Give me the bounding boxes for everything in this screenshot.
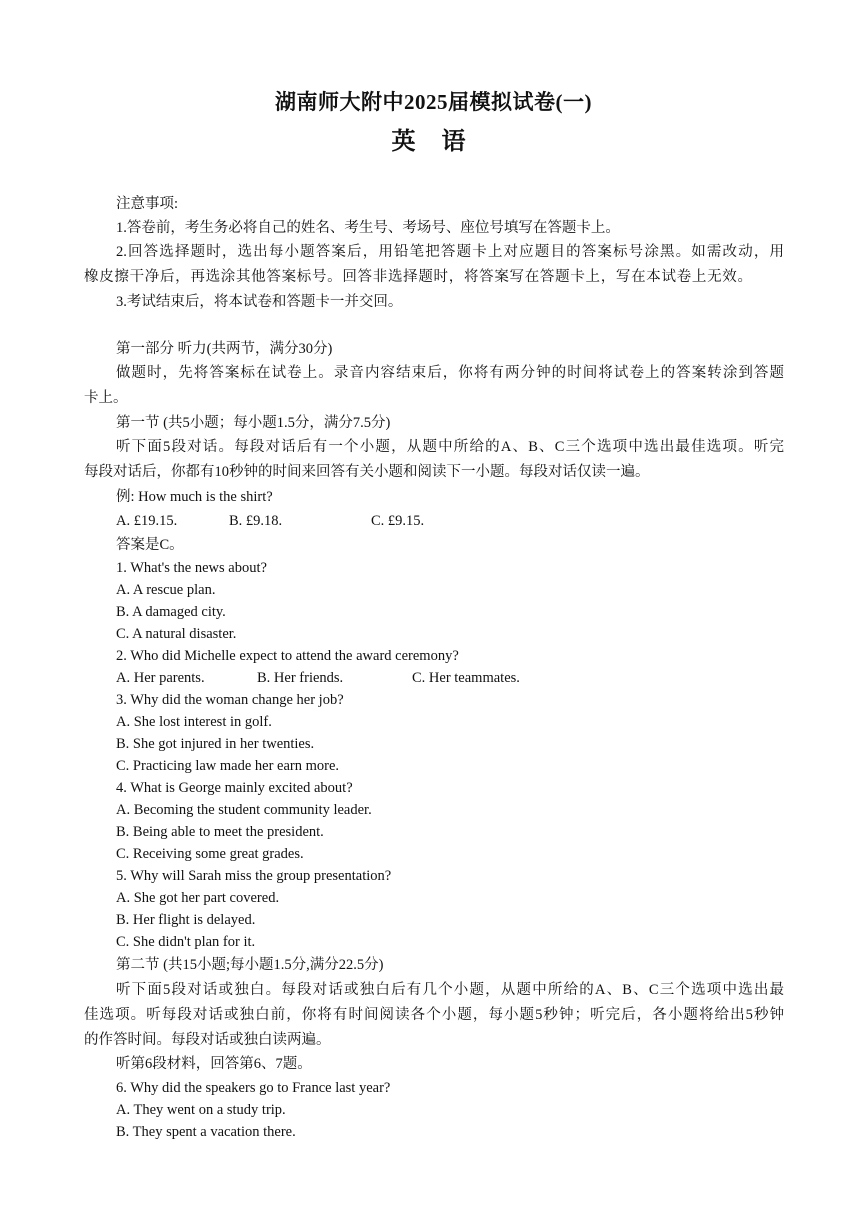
notice-item-1: 1.答卷前，考生务必将自己的姓名、考生号、考场号、座位号填写在答题卡上。 xyxy=(116,220,620,236)
question-5: 5. Why will Sarah miss the group presentation? xyxy=(116,868,392,884)
question-3-option-c: C. Practicing law made her earn more. xyxy=(116,758,340,774)
question-2-option-b: B. Her friends. xyxy=(257,670,344,686)
part1-intro-line-1: 做题时，先将答案标在试卷上。录音内容结束后，你将有两分钟的时间将试卷上的答案转涂到答题 xyxy=(116,365,784,381)
question-4: 4. What is George mainly excited about? xyxy=(116,780,353,796)
example-answer: 答案是C。 xyxy=(116,537,184,553)
section2-heading: 第二节 (共15小题;每小题1.5分,满分22.5分) xyxy=(116,957,384,973)
section2-intro-line-1: 听下面5段对话或独白。每段对话或独白后有几个小题，从题中所给的A、B、C三个选项中选出最 xyxy=(116,982,784,998)
question-3: 3. Why did the woman change her job? xyxy=(116,692,344,708)
example-option-c: C. £9.15. xyxy=(371,513,425,529)
question-2: 2. Who did Michelle expect to attend the award ceremony? xyxy=(116,648,459,664)
question-4-option-a: A. Becoming the student community leader. xyxy=(116,802,372,818)
notice-item-2-line-1: 2.回答选择题时，选出每小题答案后，用铅笔把答题卡上对应题目的答案标号涂黑。如需改动，用 xyxy=(116,244,784,260)
section2-intro-line-3: 的作答时间。每段对话或独白读两遍。 xyxy=(84,1032,331,1048)
example-option-a: A. £19.15. xyxy=(116,513,178,529)
question-2-option-c: C. Her teammates. xyxy=(412,670,520,686)
question-1-option-c: C. A natural disaster. xyxy=(116,626,237,642)
question-1-option-a: A. A rescue plan. xyxy=(116,582,216,598)
notice-item-2-line-2: 橡皮擦干净后，再选涂其他答案标号。回答非选择题时，将答案写在答题卡上，写在本试卷上无效。 xyxy=(84,269,752,285)
section1-intro-line-2: 每段对话后，你都有10秒钟的时间来回答有关小题和阅读下一小题。每段对话仅读一遍。 xyxy=(84,464,650,480)
question-6-option-a: A. They went on a study trip. xyxy=(116,1102,286,1118)
question-4-option-c: C. Receiving some great grades. xyxy=(116,846,304,862)
part1-intro-line-2: 卡上。 xyxy=(84,390,128,406)
question-3-option-b: B. She got injured in her twenties. xyxy=(116,736,315,752)
subject-title: 英 语 xyxy=(391,129,476,155)
example-question: 例: How much is the shirt? xyxy=(116,489,273,505)
part1-heading: 第一部分 听力(共两节，满分30分) xyxy=(116,341,333,357)
question-6: 6. Why did the speakers go to France last year? xyxy=(116,1080,391,1096)
question-5-option-b: B. Her flight is delayed. xyxy=(116,912,256,928)
question-6-option-b: B. They spent a vacation there. xyxy=(116,1124,296,1140)
question-4-option-b: B. Being able to meet the president. xyxy=(116,824,324,840)
question-1: 1. What's the news about? xyxy=(116,560,267,576)
notice-item-3: 3.考试结束后，将本试卷和答题卡一并交回。 xyxy=(116,294,403,310)
example-option-b: B. £9.18. xyxy=(229,513,283,529)
question-3-option-a: A. She lost interest in golf. xyxy=(116,714,272,730)
notice-heading: 注意事项: xyxy=(116,196,179,212)
question-5-option-c: C. She didn't plan for it. xyxy=(116,934,256,950)
section1-heading: 第一节 (共5小题；每小题1.5分，满分7.5分) xyxy=(116,415,391,431)
question-1-option-b: B. A damaged city. xyxy=(116,604,226,620)
section1-intro-line-1: 听下面5段对话。每段对话后有一个小题，从题中所给的A、B、C三个选项中选出最佳选项。听完 xyxy=(116,439,784,455)
section2-intro-line-2: 佳选项。听每段对话或独白前，你将有时间阅读各个小题，每小题5秒钟；听完后，各小题将给出5秒钟 xyxy=(84,1007,784,1023)
question-5-option-a: A. She got her part covered. xyxy=(116,890,280,906)
exam-title: 湖南师大附中2025届模拟试卷(一) xyxy=(275,90,592,114)
question-2-option-a: A. Her parents. xyxy=(116,670,205,686)
material-6-instruction: 听第6段材料，回答第6、7题。 xyxy=(116,1056,312,1072)
